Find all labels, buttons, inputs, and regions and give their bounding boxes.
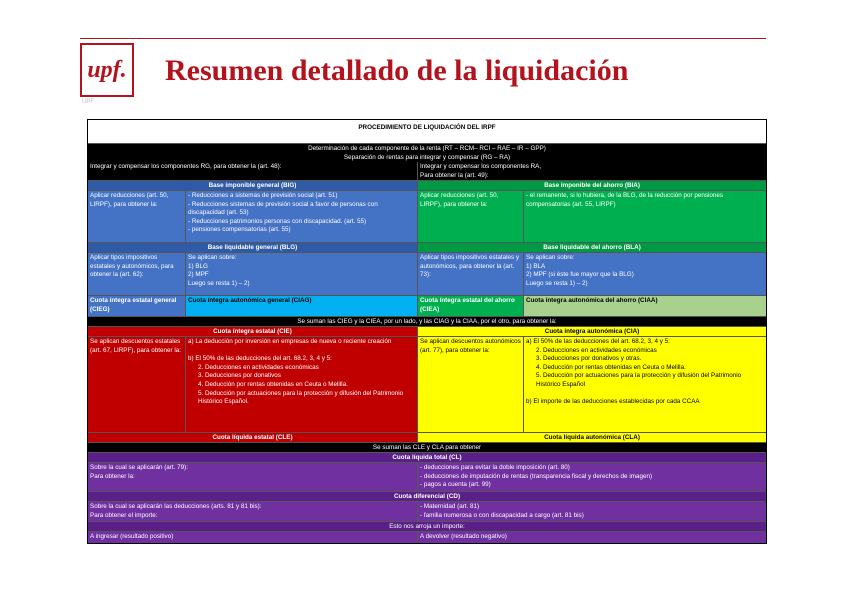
cl-item: - pagos a cuenta (art. 99) — [420, 481, 491, 489]
cl-item: - deducciones de imputación de rentas (transparencia fiscal y derechos de imagen) — [420, 472, 653, 480]
bla-header: Base liquidable del ahorro (BLA) — [418, 243, 766, 253]
bia-item: - el remanente, si lo hubiera, de la BLG, de la reducción por pensiones compensatorias (art. 55, LIRPF) — [526, 192, 724, 208]
descuentos-row — [88, 337, 766, 433]
cie-items — [186, 337, 418, 433]
base-imponible-row — [88, 191, 766, 243]
intro-left: Integrar y compensar los componentes RG, para obtener la (art. 48): — [88, 162, 418, 181]
devolver-cell: A devolver (resultado negativo) — [418, 532, 766, 543]
intro-lines — [88, 144, 766, 162]
page-title: Resumen detallado de la liquidación — [165, 54, 629, 87]
cd-left-1: Sobre la cual se aplicarán las deducciones (arts. 81 y 81 bis): — [90, 503, 262, 510]
bla-item: 1) BLA — [526, 262, 546, 270]
cl-header-row — [88, 453, 766, 463]
bla-items — [524, 253, 766, 296]
intro-line-2: Separación de rentas para integrar y compensar (RG – RA) — [343, 153, 511, 161]
cie-item: 5. Deducción por actuaciones para la protección y difusión del Patrimonio Histórico Español. — [198, 389, 404, 406]
intro-right — [418, 162, 766, 181]
bla-left: Aplicar tipos impositivos estatales y autonómicos, para obtener la (art. 73): — [418, 253, 524, 296]
cl-header: Cuota líquida total (CL) — [88, 453, 766, 463]
cd-item: - Maternidad (art. 81) — [420, 503, 480, 510]
cl-left — [88, 463, 418, 492]
big-left: Aplicar reducciones (art. 50, LIRPF), para obtener la: — [88, 191, 186, 243]
cd-left-2: Para obtener el importe: — [90, 511, 158, 519]
cie-item: b) El 50% de las deducciones del art. 68.2, 3, 4 y 5: — [188, 355, 332, 363]
upf-logo — [80, 43, 134, 97]
cia-item: 4. Deducción por rentas obtenidas en Ceuta o Melilla. — [536, 363, 686, 371]
cle-cell: Cuota líquida estatal (CLE) — [88, 433, 418, 443]
final-row — [88, 522, 766, 532]
blg-item: Se aplican sobre: — [188, 254, 237, 261]
cl-items — [418, 463, 766, 492]
bla-item: Se aplican sobre: — [526, 254, 575, 261]
intro-right-1: Integrar y compensar los componentes RA, — [420, 163, 542, 170]
cl-item: - deducciones para evitar la doble imposición (art. 80) — [420, 464, 570, 471]
result-row — [88, 532, 766, 543]
base-imponible-header-row — [88, 181, 766, 191]
cia-item: 2. Deducciones en actividades económicas — [536, 346, 657, 354]
table-heading: PROCEDIMIENTO DE LIQUIDACIÓN DEL IRPF — [88, 120, 766, 144]
big-item: - Reducciones sistemas de previsión social a favor de personas con discapacidad (art. 53) — [188, 200, 378, 217]
cd-left — [88, 502, 418, 522]
big-item: - Reducciones a sistemas de previsión social (art. 51) — [188, 192, 338, 199]
cia-item: a) El 50% de las deducciones del art. 68.2, 3, 4 y 5: — [526, 338, 670, 345]
cie-item: 3. Deducciones por donativos — [198, 372, 281, 380]
big-header: Base imponible general (BIG) — [88, 181, 418, 191]
cie-left: Se aplican descuentos estatales (art. 67, LIRPF), para obtener la: — [88, 337, 186, 433]
cd-row — [88, 502, 766, 522]
cd-header: Cuota diferencial (CD) — [88, 492, 766, 502]
cia-left: Se aplican descuentos autonómicos (art. 77), para obtener la: — [418, 337, 524, 433]
cia-spacer — [526, 390, 764, 399]
cuota-integra-2-header-row — [88, 327, 766, 337]
blg-header: Base liquidable general (BLG) — [88, 243, 418, 253]
cie-spacer — [188, 347, 415, 356]
intro-line-1: Determinación de cada componente de la renta (RT – RCM– RCI – RAE – IR – GPP) — [308, 145, 546, 152]
cd-item: - familia numerosa o con discapacidad a cargo (art. 81 bis) — [420, 511, 584, 519]
bia-header: Base imponible del ahorro (BIA) — [418, 181, 766, 191]
bla-item: Luego se resta 1) – 2) — [526, 279, 588, 287]
intro-row — [88, 144, 766, 162]
cia-items — [524, 337, 766, 433]
big-item: - pensiones compensatorias (art. 55) — [188, 226, 291, 234]
blg-left: Aplicar tipos impositivos estatales y autonómicos, para obtener la (art. 62): — [88, 253, 186, 296]
cia-item: b) El importe de las deducciones establecidas por cada CCAA — [526, 398, 700, 406]
cia-header: Cuota íntegra autonómica (CIA) — [418, 327, 766, 337]
intro-split-row — [88, 162, 766, 181]
cie-header: Cuota íntegra estatal (CIE) — [88, 327, 418, 337]
cl-row — [88, 463, 766, 492]
cla-cell: Cuota líquida autonómica (CLA) — [418, 433, 766, 443]
bia-left: Aplicar reducciones (art. 50, LIRPF), para obtener la: — [418, 191, 524, 243]
ciaa-cell: Cuota íntegra autonómica del ahorro (CIAA) — [524, 296, 766, 317]
bla-item: 2) MPF (si éste fue mayor que la BLG) — [526, 271, 634, 279]
ciea-cell: Cuota íntegra estatal del ahorro (CIEA) — [418, 296, 524, 317]
cl-left-2: Para obtener la: — [90, 472, 135, 480]
final-label: Esto nos arroja un importe: — [88, 522, 766, 532]
blg-item: 2) MPF — [188, 271, 209, 279]
cd-items — [418, 502, 766, 522]
base-liquidable-row — [88, 253, 766, 296]
cia-item: 3. Deducciones por donativos y otras. — [536, 355, 642, 363]
sum-2-row — [88, 443, 766, 453]
ciag-cell: Cuota íntegra autonómica general (CIAG) — [186, 296, 418, 317]
blg-item: Luego se resta 1) – 2) — [188, 279, 250, 287]
big-item: - Reducciones patrimonios personas con discapacidad. (art. 55) — [188, 217, 367, 225]
cd-header-row — [88, 492, 766, 502]
cuota-liquida-row — [88, 433, 766, 443]
blg-item: 1) BLG — [188, 262, 208, 270]
cieg-cell: Cuota íntegra estatal general (CIEG) — [88, 296, 186, 317]
cie-item: 2. Deducciones en actividades económicas — [198, 363, 319, 371]
bia-items — [524, 191, 766, 243]
irpf-procedure-table — [87, 119, 767, 544]
logo-subtext: UPF — [82, 99, 94, 105]
big-items — [186, 191, 418, 243]
cie-item: a) La deducción por inversión en empresas de nueva o reciente creación — [188, 338, 392, 345]
cl-left-1: Sobre la cual se aplicarán (art. 79): — [90, 464, 189, 471]
sum-1-row — [88, 317, 766, 327]
table-heading-row — [88, 120, 766, 144]
intro-right-2: Para obtener la (art. 49): — [420, 171, 489, 179]
cie-item: 4. Deducción por rentas obtenidas en Ceuta o Melilla. — [198, 380, 348, 388]
ingresar-cell: A ingresar (resultado positivo) — [88, 532, 418, 543]
logo-text: upf. — [87, 56, 127, 83]
cia-item: 5. Deducción por actuaciones para la protección y difusión del Patrimonio Histórico Español — [536, 372, 742, 388]
header-rule — [80, 38, 766, 39]
sum-2: Se suman las CLE y CLA para obtener — [88, 443, 766, 453]
base-liquidable-header-row — [88, 243, 766, 253]
blg-items — [186, 253, 418, 296]
sum-1: Se suman las CIEG y la CIEA, por un lado, y las CIAG y la CIAA, por el otro, para obtener la: — [88, 317, 766, 327]
cuota-integra-row — [88, 296, 766, 317]
